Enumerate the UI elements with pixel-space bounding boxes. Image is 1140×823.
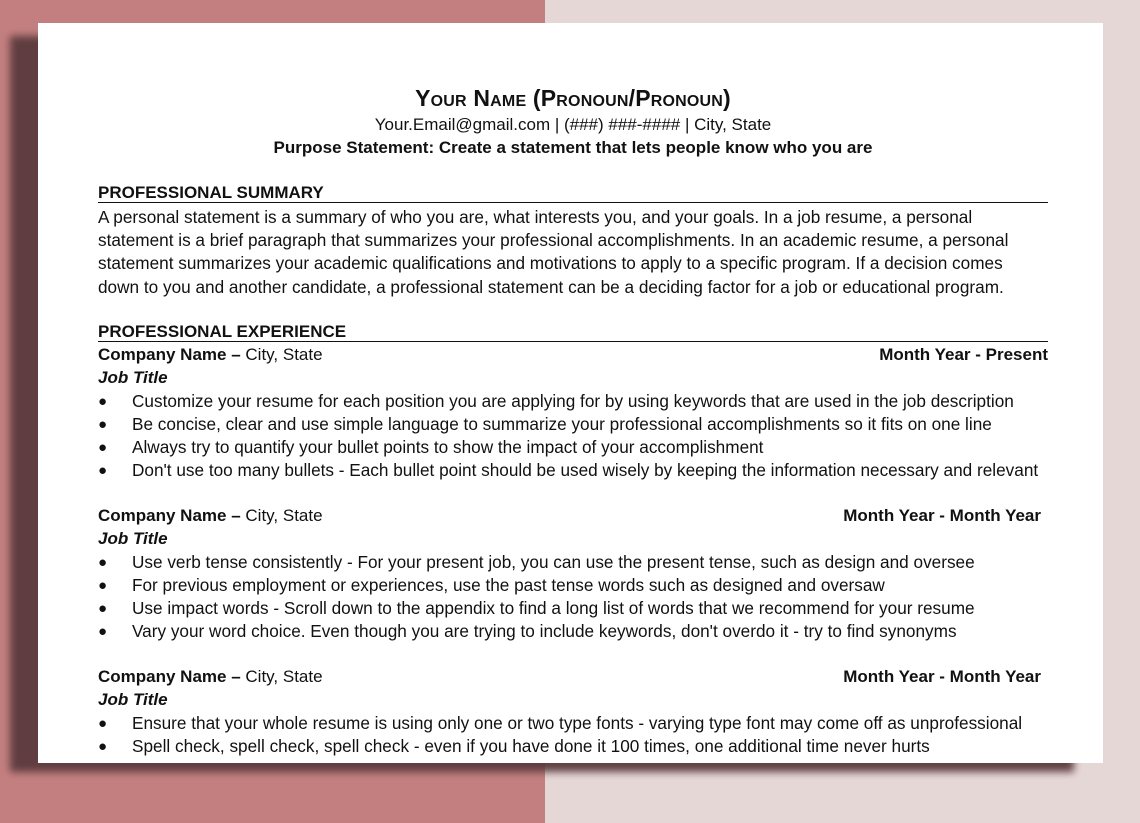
company-name: Company Name – [98,345,246,364]
summary-heading: PROFESSIONAL SUMMARY [98,184,1048,203]
job-location: City, State [245,345,323,364]
resume-page [38,23,1103,763]
summary-paragraph [98,206,1048,299]
job-title: Job Title [98,529,168,548]
bullet-item: ● Use impact words - Scroll down to the appendix to find a long list of words that we recommend for your resume [98,597,1058,620]
bullet-item: ● Spell check, spell check, spell check - even if you have done it 100 times, one additional time never hurts [98,735,1058,758]
job-dates: Month Year - Month Year [843,506,1041,525]
bullet-item: ● Be concise, clear and use simple language to summarize your professional accomplishments so it fits on one line [98,413,1058,436]
resume-name: Your Name (Pronoun/Pronoun) [415,85,731,111]
job-dates: Month Year - Month Year [843,667,1041,686]
job-header [98,344,1048,366]
bullet-item: ● Use verb tense consistently - For your present job, you can use the present tense, such as design and oversee [98,551,1058,574]
summary-line: statement is a brief paragraph that summarizes your professional accomplishments. In an academic resume, a personal [98,230,1009,251]
job-header [98,505,1048,527]
experience-heading: PROFESSIONAL EXPERIENCE [98,323,1048,342]
company-name: Company Name – [98,667,246,686]
bullet-item: ● For previous employment or experiences, use the past tense words such as designed and oversaw [98,574,1058,597]
contact-line: Your.Email@gmail.com | (###) ###-#### | City, State [374,115,772,134]
purpose-statement: Purpose Statement: Create a statement that lets people know who you are [273,138,873,157]
job-location: City, State [245,506,323,525]
job-location: City, State [245,667,323,686]
summary-line: down to you and another candidate, a professional statement can be a deciding factor for a job or educational program. [98,276,1004,297]
job-bullets [98,712,1058,758]
job-header [98,666,1048,688]
job-title: Job Title [98,690,168,709]
job-title: Job Title [98,368,168,387]
bullet-item: ● Always try to quantify your bullet points to show the impact of your accomplishment [98,436,1058,459]
summary-line: statement summarizes your academic qualifications and motivations to apply to a specific program. If a decision comes [98,253,1003,274]
bullet-item: ● Vary your word choice. Even though you are trying to include keywords, don't overdo it - try to find synonyms [98,620,1058,643]
summary-line: A personal statement is a summary of who you are, what interests you, and your goals. In a job resume, a personal [98,207,973,227]
bullet-item: ● Don't use too many bullets - Each bullet point should be used wisely by keeping the information necessary and relevant [98,459,1058,482]
job-bullets [98,551,1058,643]
bullet-item: ● Ensure that your whole resume is using only one or two type fonts - varying type font may come off as unprofessional [98,712,1058,735]
company-name: Company Name – [98,506,246,525]
job-dates: Month Year - Present [879,345,1048,364]
job-bullets [98,390,1058,482]
bullet-item: ● Customize your resume for each position you are applying for by using keywords that are used in the job description [98,390,1058,413]
